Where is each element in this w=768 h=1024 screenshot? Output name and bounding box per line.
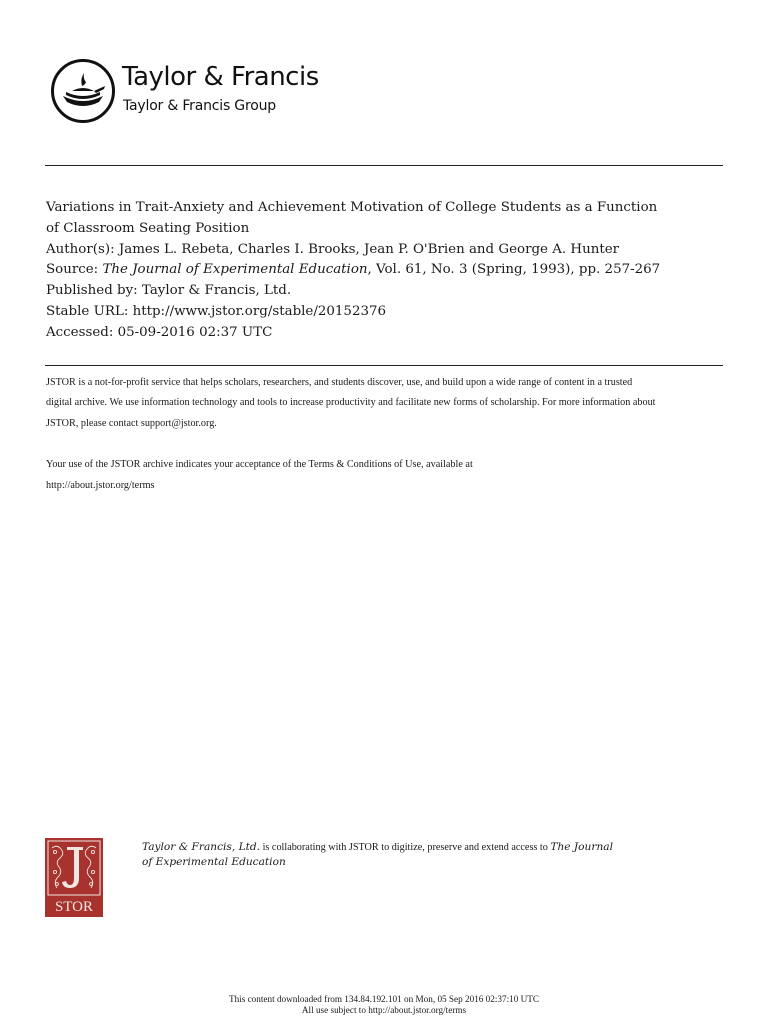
publisher-group: Taylor & Francis Group [123,98,276,114]
article-stable-url[interactable]: Stable URL: http://www.jstor.org/stable/20152376 [46,303,387,319]
jstor-logo-icon [45,838,103,917]
source-details: , Vol. 61, No. 3 (Spring, 1993), pp. 257-267 [367,262,661,278]
notice-line-3: JSTOR, please contact support@jstor.org. [46,417,217,429]
footer-line-1: This content downloaded from 134.84.192.101 on Mon, 05 Sep 2016 02:37:10 UTC [228,994,540,1004]
collab-journal-part-1: The Journal [550,841,613,853]
terms-line-1: Your use of the JSTOR archive indicates your acceptance of the Terms & Conditions of Use, available at [46,459,473,471]
middle-divider [45,365,723,366]
source-label: Source: [46,262,103,278]
collab-publisher: Taylor & Francis, Ltd. [142,841,261,853]
article-accessed: Accessed: 05-09-2016 02:37 UTC [46,324,273,340]
article-title-line-1: Variations in Trait-Anxiety and Achievement Motivation of College Students as a Function [46,200,658,215]
publisher-name: Taylor & Francis [122,62,319,92]
article-publisher: Published by: Taylor & Francis, Ltd. [46,283,292,299]
notice-line-1: JSTOR is a not-for-profit service that helps scholars, researchers, and students discover, use, and build upon a wide range of content in a trusted [46,377,633,388]
article-authors: Author(s): James L. Rebeta, Charles I. Brooks, Jean P. O'Brien and George A. Hunter [46,241,620,257]
article-title-line-2: of Classroom Seating Position [46,220,250,236]
terms-link[interactable]: http://about.jstor.org/terms [46,479,155,491]
lamp-icon [50,58,116,124]
footer-line-2: All use subject to http://about.jstor.org/terms [301,1005,467,1015]
article-source [46,260,736,281]
download-footer [0,994,768,1016]
collab-journal-part-2: of Experimental Education [142,856,286,868]
publisher-logo [50,58,350,128]
collaboration-statement [142,840,702,870]
notice-line-2: digital archive. We use information technology and tools to increase productivity and facilitate new forms of scholarship. For more information about [46,397,656,409]
source-journal: The Journal of Experimental Education [102,262,368,278]
collab-text: is collaborating with JSTOR to digitize, preserve and extend access to [260,842,551,853]
article-metadata [46,198,736,344]
top-divider [45,165,723,166]
jstor-notice [46,373,726,496]
jstor-logo-text: STOR [54,899,94,915]
